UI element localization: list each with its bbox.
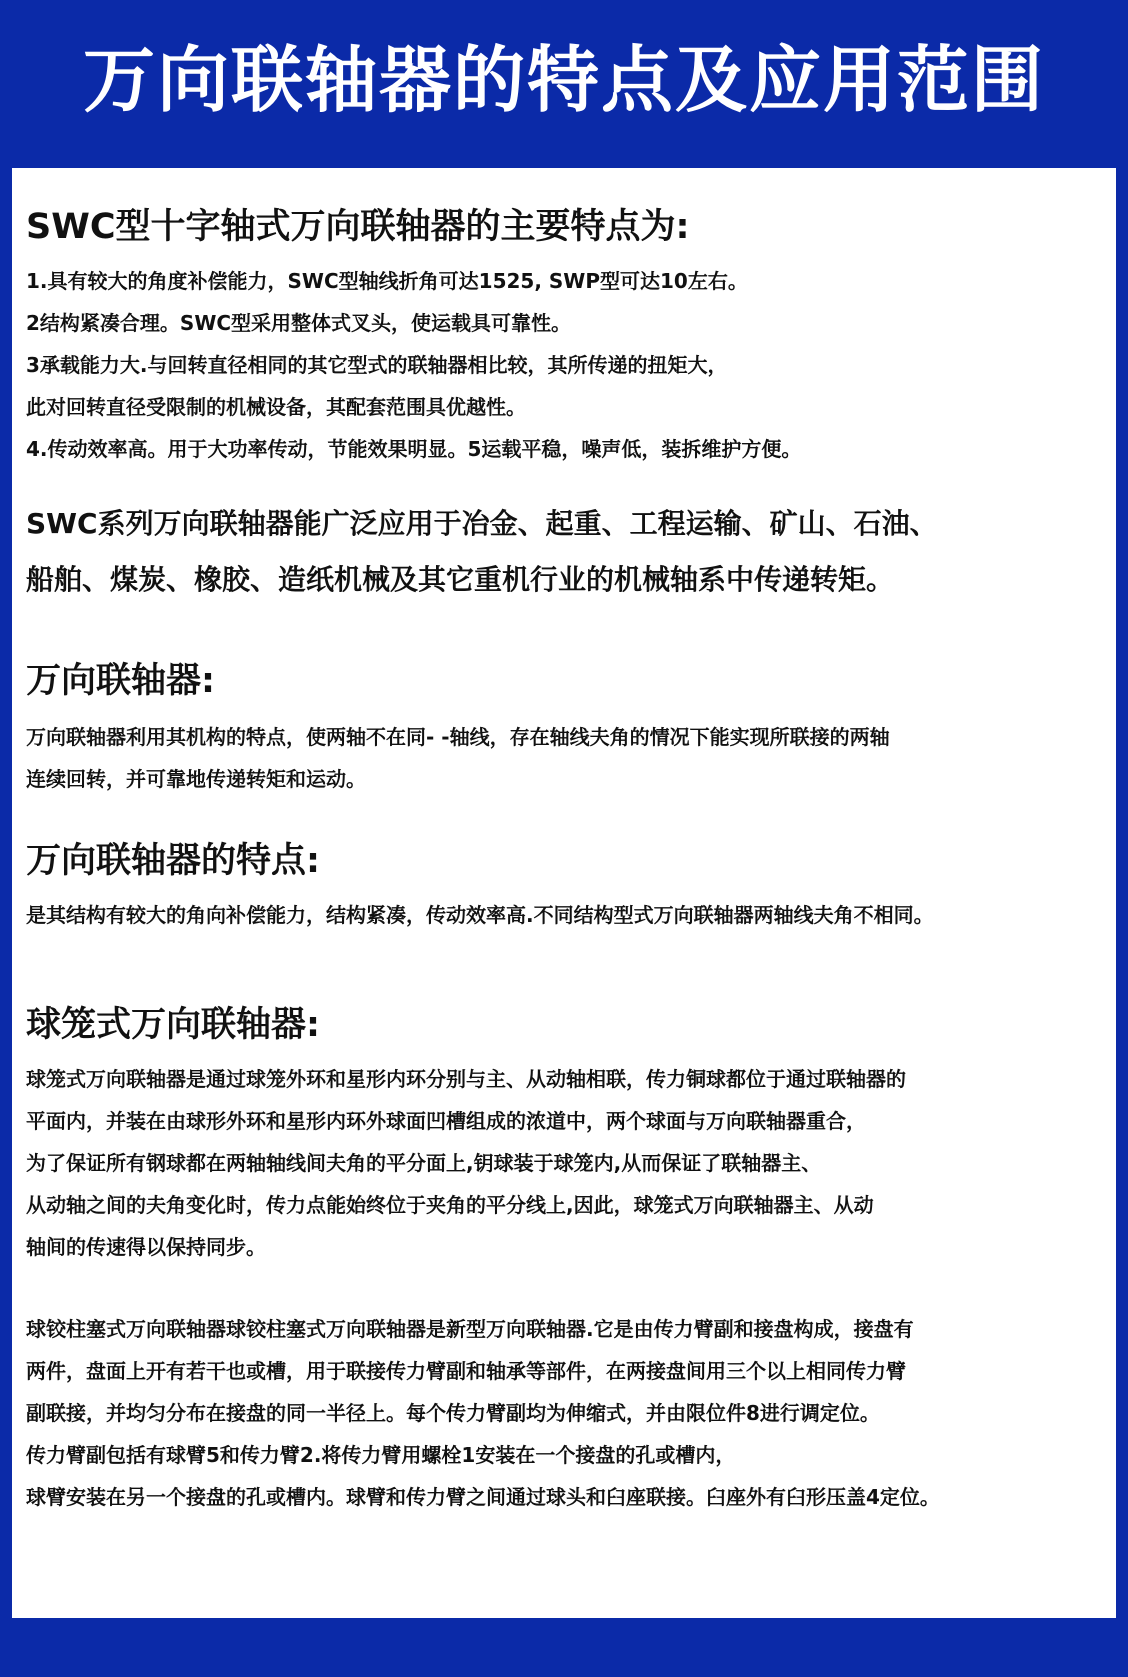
swc-application-paragraph	[26, 496, 1102, 608]
ball-hinge-line-5: 球臂安装在另一个接盘的孔或槽内。球臂和传力臂之间通过球头和臼座联接。臼座外有臼形压盖4定位。	[26, 1485, 940, 1509]
universal-coupling-line-1: 万向联轴器利用其机构的特点，使两轴不在同- -轴线，存在轴线夫角的情况下能实现所联接的两轴	[26, 725, 890, 749]
ball-cage-line-4: 从动轴之间的夫角变化时，传力点能始终位于夹角的平分线上,因此，球笼式万向联轴器主、从动	[26, 1193, 874, 1217]
swc-feature-line-3: 3承载能力大.与回转直径相同的其它型式的联轴器相比较，其所传递的扭矩大，	[26, 353, 728, 377]
ball-hinge-line-2: 两件，盘面上开有若干也或槽，用于联接传力臂副和轴承等部件，在两接盘间用三个以上相同传力臂	[26, 1359, 906, 1383]
coupling-features-line-1: 是其结构有较大的角向补偿能力，结构紧凑，传动效率高.不同结构型式万向联轴器两轴线夫角不相同。	[26, 903, 934, 927]
ball-hinge-line-3: 副联接，并均匀分布在接盘的同一半径上。每个传力臂副均为伸缩式，并由限位件8进行调定位。	[26, 1401, 880, 1425]
ball-hinge-line-1: 球铰柱塞式万向联轴器球铰柱塞式万向联轴器是新型万向联轴器.它是由传力臂副和接盘构成，接盘有	[26, 1317, 914, 1341]
page-title: 万向联轴器的特点及应用范围	[82, 38, 1045, 122]
swc-feature-line-2: 2结构紧凑合理。SWC型采用整体式叉头，使运载具可靠性。	[26, 311, 572, 335]
ball-cage-line-5: 轴间的传速得以保持同步。	[26, 1235, 266, 1259]
swc-features-list	[26, 260, 1102, 470]
coupling-features-paragraph	[26, 894, 1102, 936]
ball-hinge-line-4: 传力臂副包括有球臂5和传力臂2.将传力臂用螺栓1安装在一个接盘的孔或槽内，	[26, 1443, 736, 1467]
swc-feature-line-1: 1.具有较大的角度补偿能力，SWC型轴线折角可达1525, SWP型可达10左右。	[26, 269, 748, 293]
swc-application-line-2: 船舶、煤炭、橡胶、造纸机械及其它重机行业的机械轴系中传递转矩。	[26, 563, 895, 596]
coupling-features-heading: 万向联轴器的特点:	[26, 841, 320, 881]
ball-cage-heading: 球笼式万向联轴器:	[26, 1005, 320, 1045]
bottom-border	[0, 1618, 1128, 1677]
ball-cage-line-2: 平面内，并装在由球形外环和星形内环外球面凹槽组成的浓道中，两个球面与万向联轴器重合，	[26, 1109, 866, 1133]
ball-cage-line-1: 球笼式万向联轴器是通过球笼外环和星形内环分别与主、从动轴相联，传力铜球都位于通过联轴器的	[26, 1067, 906, 1091]
ball-cage-paragraph	[26, 1058, 1102, 1268]
swc-feature-line-5: 4.传动效率高。用于大功率传动，节能效果明显。5运载平稳，噪声低，装拆维护方便。	[26, 437, 802, 461]
swc-features-heading: SWC型十字轴式万向联轴器的主要特点为:	[26, 207, 690, 247]
swc-feature-line-4: 此对回转直径受限制的机械设备，其配套范围具优越性。	[26, 395, 526, 419]
universal-coupling-paragraph	[26, 716, 1102, 800]
universal-coupling-line-2: 连续回转，并可靠地传递转矩和运动。	[26, 767, 366, 791]
header-banner	[0, 0, 1128, 160]
ball-hinge-paragraph	[26, 1308, 1102, 1518]
content-panel	[12, 168, 1116, 1618]
universal-coupling-heading: 万向联轴器:	[26, 661, 215, 701]
ball-cage-line-3: 为了保证所有钢球都在两轴轴线间夫角的平分面上,钥球装于球笼内,从而保证了联轴器主、	[26, 1151, 822, 1175]
swc-application-line-1: SWC系列万向联轴器能广泛应用于冶金、起重、工程运输、矿山、石油、	[26, 507, 938, 540]
